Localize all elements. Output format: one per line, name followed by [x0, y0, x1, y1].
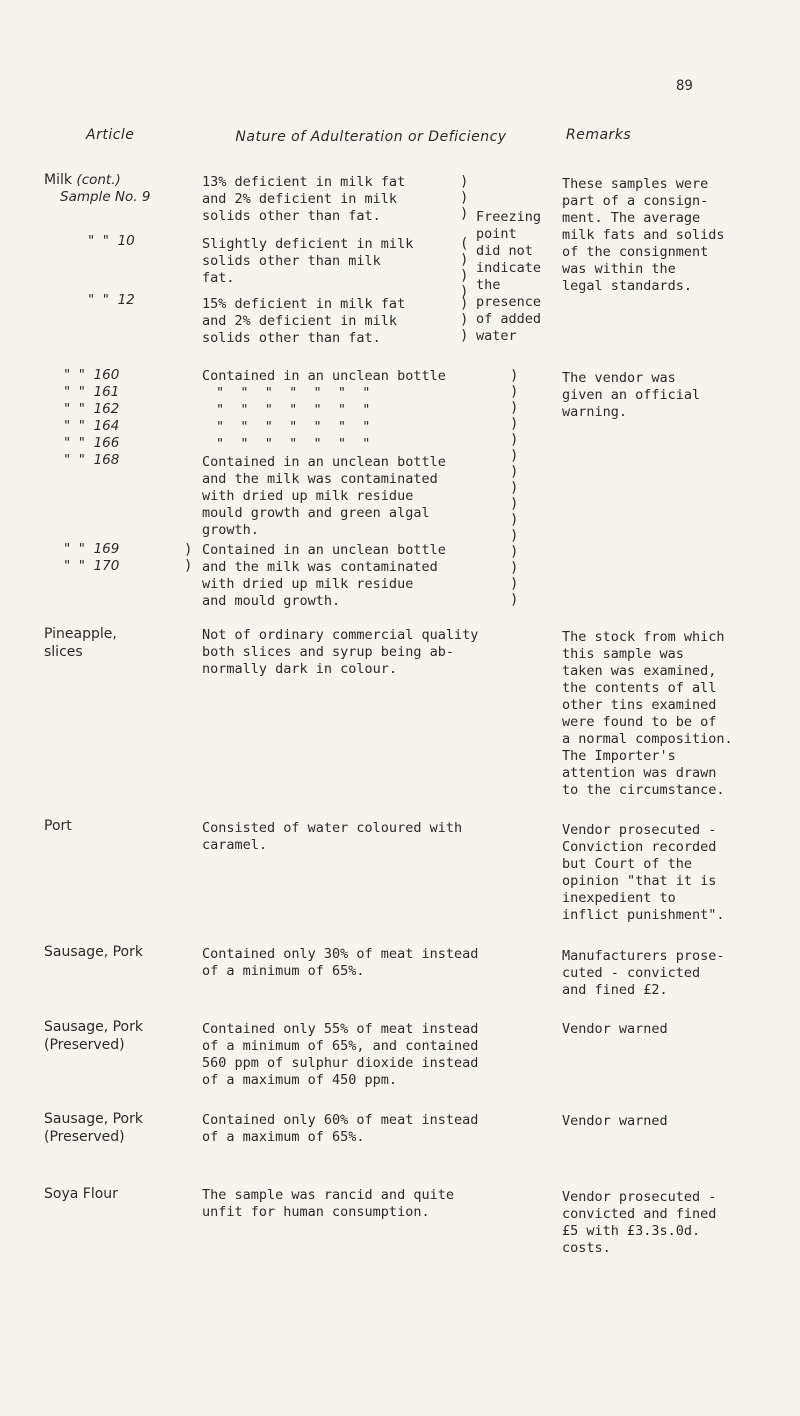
soya-article: Soya Flour [44, 1186, 118, 1202]
brace-169-170: ) ) [184, 542, 193, 574]
nature-160: Contained in an unclean bottle [202, 368, 446, 384]
milk-nature-12: 15% deficient in milk fat and 2% deficient in milk solids other than fat. [202, 296, 406, 346]
pineapple-article: Pineapple, slices [44, 626, 117, 660]
bottles-remarks: The vendor was given an official warning. [562, 370, 701, 420]
port-article: Port [44, 818, 72, 834]
sample-168: " " 168 [64, 452, 120, 468]
milk-nature-9: 13% deficient in milk fat and 2% deficient in milk solids other than fat. [202, 174, 406, 224]
page-number: 89 [676, 78, 693, 94]
sample-161: " " 161 [64, 384, 120, 400]
milk-sample-12: " " 12 [88, 292, 135, 308]
sausage-preserved-2-nature: Contained only 60% of meat instead of a maximum of 65%. [202, 1112, 479, 1145]
sample-164: " " 164 [64, 418, 120, 434]
nature-166-ditto: " " " " " " " [216, 436, 371, 452]
brace-milk-12: ) ) ) [460, 296, 469, 344]
sausage-pork-article: Sausage, Pork [44, 944, 143, 960]
soya-nature: The sample was rancid and quite unfit for human consumption. [202, 1187, 454, 1220]
nature-169-170: Contained in an unclean bottle and the milk was contaminated with dried up milk residue and mould growth. [202, 542, 446, 609]
milk-nature-10: Slightly deficient in milk solids other than milk fat. [202, 236, 414, 286]
pineapple-remarks: The stock from which this sample was taken was examined, the contents of all other tins examined were found to be of a normal composition. The Importer's attention was drawn to the circumstance. [562, 629, 733, 798]
column-header-article: Article [86, 127, 135, 143]
brace-bottles: ) ) ) ) ) ) ) ) ) ) ) ) ) ) ) [510, 368, 519, 608]
pineapple-nature: Not of ordinary commercial quality both slices and syrup being ab- normally dark in colour. [202, 627, 479, 677]
port-nature: Consisted of water coloured with caramel. [202, 820, 463, 853]
sausage-preserved-1-nature: Contained only 55% of meat instead of a minimum of 65%, and contained 560 ppm of sulphur dioxide instead of a maximum of 450 ppm. [202, 1021, 479, 1088]
sample-166: " " 166 [64, 435, 120, 451]
sausage-preserved-1-remarks: Vendor warned [562, 1021, 668, 1037]
nature-161-ditto: " " " " " " " [216, 385, 371, 401]
sausage-preserved-2-remarks: Vendor warned [562, 1113, 668, 1129]
column-header-nature: Nature of Adulteration or Deficiency [235, 129, 507, 145]
milk-remarks: These samples were part of a consign- ment. The average milk fats and solids of the consignment was within the legal standards. [562, 176, 725, 294]
sample-169: " " 169 [64, 541, 120, 557]
sausage-pork-remarks: Manufacturers prose- cuted - convicted and fined £2. [562, 948, 725, 998]
sausage-preserved-2-article: Sausage, Pork (Preserved) [44, 1111, 143, 1145]
nature-164-ditto: " " " " " " " [216, 419, 371, 435]
column-header-remarks: Remarks [566, 127, 632, 143]
sample-160: " " 160 [64, 367, 120, 383]
sample-162: " " 162 [64, 401, 120, 417]
nature-162-ditto: " " " " " " " [216, 402, 371, 418]
port-remarks: Vendor prosecuted - Conviction recorded but Court of the opinion "that it is inexpedient to inflict punishment". [562, 822, 725, 923]
sample-170: " " 170 [64, 558, 120, 574]
nature-168: Contained in an unclean bottle and the milk was contaminated with dried up milk residue mould growth and green algal growth. [202, 454, 446, 538]
milk-sample-9: Sample No. 9 [60, 189, 151, 205]
soya-remarks: Vendor prosecuted - convicted and fined £5 with £3.3s.0d. costs. [562, 1189, 717, 1256]
sausage-pork-nature: Contained only 30% of meat instead of a minimum of 65%. [202, 946, 479, 979]
brace-milk-10: ( ) ) ) [460, 236, 469, 300]
brace-milk-9: ) ) ) [460, 174, 469, 222]
sausage-preserved-1-article: Sausage, Pork (Preserved) [44, 1019, 143, 1053]
freezing-point-note: Freezing point did not indicate the presence of added water [476, 209, 542, 344]
milk-sample-10: " " 10 [88, 233, 135, 249]
milk-article-label: Milk (cont.) [44, 172, 121, 188]
